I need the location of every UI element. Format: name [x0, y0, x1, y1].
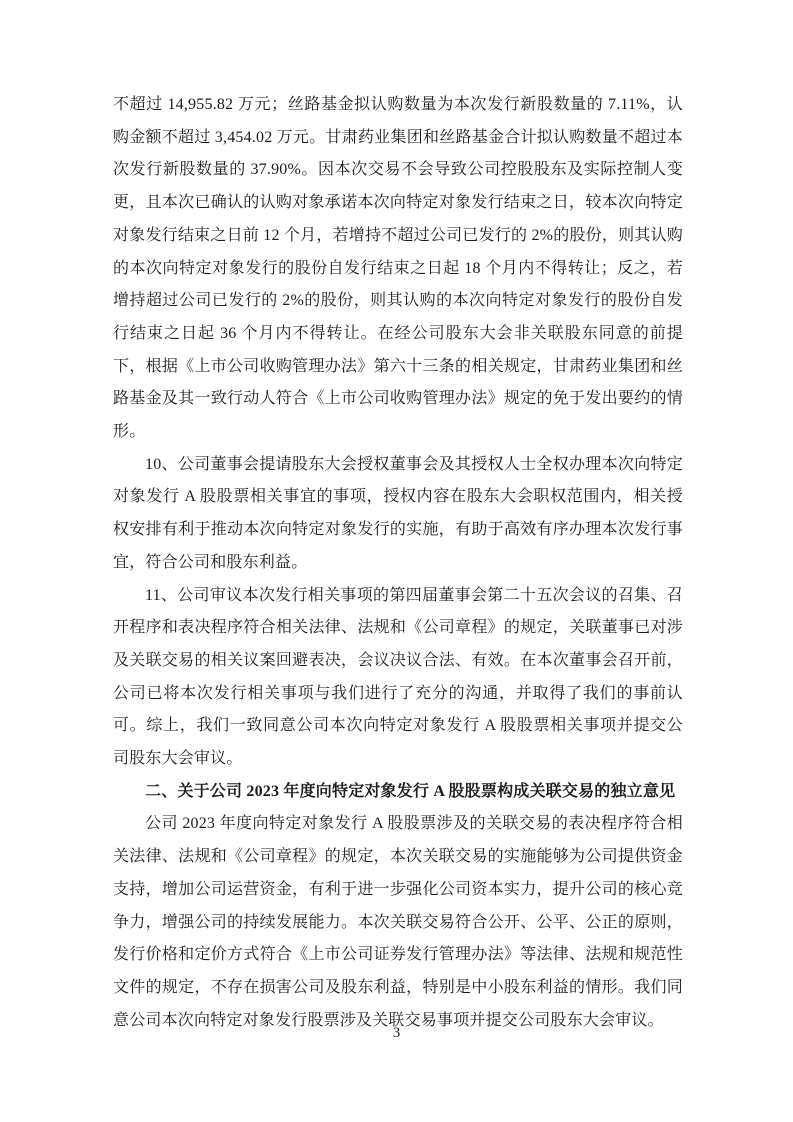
- paragraph-continuation: 不超过 14,955.82 万元；丝路基金拟认购数量为本次发行新股数量的 7.11%，认购金额不超过 3,454.02 万元。甘肃药业集团和丝路基金合计拟认购数量不超过本次发行新股数量的 37.90%。因本次交易不会导致公司控股股东及实际控制人变更，且本次已确认的认购对象承诺本次向特定对象发行结束之日，较本次向特定对象发行结束之日前 12 个月，若增持不超过公司已发行的 2%的股份，则其认购的本次向特定对象发行的股份自发行结束之日起 18 个月内不得转让；反之，若增持超过公司已发行的 2%的股份，则其认购的本次向特定对象发行的股份自发行结束之日起 36 个月内不得转让。在经公司股东大会非关联股东同意的前提下，根据《上市公司收购管理办法》第六十三条的相关规定，甘肃药业集团和丝路基金及其一致行动人符合《上市公司收购管理办法》规定的免于发出要约的情形。: [113, 96, 683, 441]
- paragraph-item-10: 10、公司董事会提请股东大会授权董事会及其授权人士全权办理本次向特定对象发行 A 股股票相关事宜的事项，授权内容在股东大会职权范围内，相关授权安排有利于推动本次向特定对象发行的实施，有助于高效有序办理本次发行事宜，符合公司和股东利益。: [113, 455, 683, 571]
- page-number: 3: [392, 1025, 401, 1041]
- paragraph-section-2-opinion: 公司 2023 年度向特定对象发行 A 股股票涉及的关联交易的表决程序符合相关法律、法规和《公司章程》的规定，本次关联交易的实施能够为公司提供资金支持，增加公司运营资金，有利于进一步强化公司资本实力，提升公司的核心竞争力，增强公司的持续发展能力。本次关联交易符合公开、公平、公正的原则，发行价格和定价方式符合《上市公司证券发行管理办法》等法律、法规和规范性文件的规定，不存在损害公司及股东利益，特别是中小股东利益的情形。我们同意公司本次向特定对象发行股票涉及关联交易事项并提交公司股东大会审议。: [113, 815, 683, 1029]
- paragraph-item-11: 11、公司审议本次发行相关事项的第四届董事会第二十五次会议的召集、召开程序和表决程序符合相关法律、法规和《公司章程》的规定，关联董事已对涉及关联交易的相关议案回避表决，会议决议合法、有效。在本次董事会召开前，公司已将本次发行相关事项与我们进行了充分的沟通，并取得了我们的事前认可。综上，我们一致同意公司本次向特定对象发行 A 股股票相关事项并提交公司股东大会审议。: [113, 586, 683, 768]
- document-body: [113, 89, 683, 1037]
- section-2-heading: 二、关于公司 2023 年度向特定对象发行 A 股股票构成关联交易的独立意见: [145, 782, 676, 800]
